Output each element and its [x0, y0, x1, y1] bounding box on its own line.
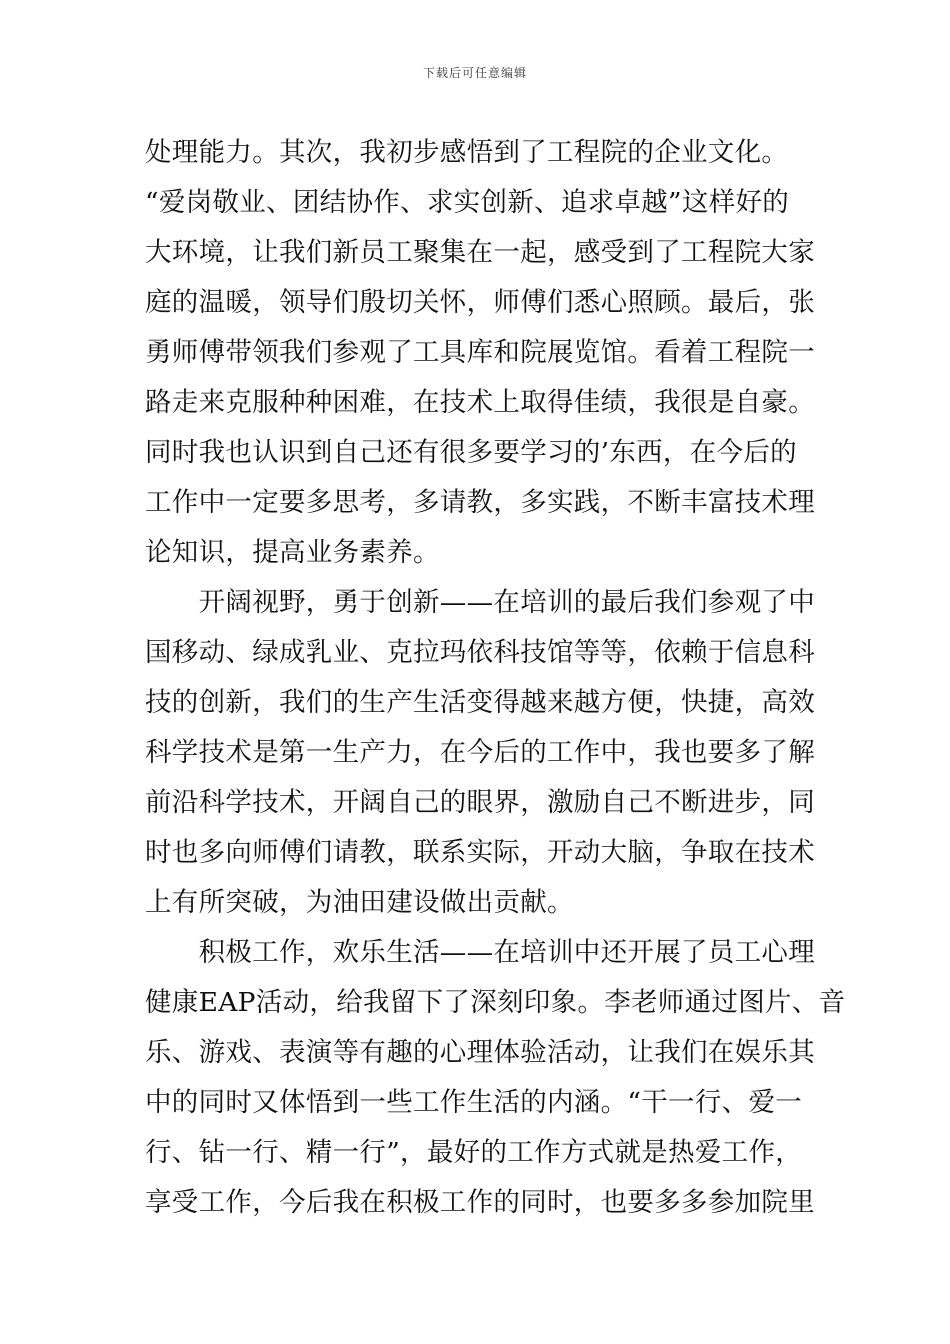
text-line: 健康EAP活动，给我留下了深刻印象。李老师通过图片、音 — [145, 987, 846, 1018]
text-line: 行、钻一行、精一行”，最好的工作方式就是热爱工作， — [145, 1137, 803, 1168]
text-line: 时也多向师傅们请教，联系实际，开动大脑，争取在技术 — [145, 837, 815, 868]
text-line: 前沿科学技术，开阔自己的眼界，激励自己不断进步，同 — [145, 787, 815, 818]
text-line: 工作中一定要多思考，多请教，多实践，不断丰富技术理 — [145, 487, 815, 518]
document-body — [145, 128, 846, 1228]
paragraph-start-line: 积极工作，欢乐生活——在培训中还开展了员工心理 — [145, 937, 815, 968]
text-line: “爱岗敬业、团结协作、求实创新、追求卓越”这样好的 — [145, 187, 790, 218]
text-line: 中的同时又体悟到一些工作生活的内涵。“干一行、爱一 — [145, 1087, 803, 1118]
text-line: 大环境，让我们新员工聚集在一起，感受到了工程院大家 — [145, 237, 815, 268]
text-line: 享受工作，今后我在积极工作的同时，也要多多参加院里 — [145, 1187, 815, 1218]
paragraph-start-line: 开阔视野，勇于创新——在培训的最后我们参观了中 — [145, 587, 815, 618]
text-line: 勇师傅带领我们参观了工具库和院展览馆。看着工程院一 — [145, 337, 815, 368]
text-line: 科学技术是第一生产力，在今后的工作中，我也要多了解 — [145, 737, 815, 768]
text-line: 处理能力。其次，我初步感悟到了工程院的企业文化。 — [145, 137, 789, 168]
text-line: 路走来克服种种困难，在技术上取得佳绩，我很是自豪。 — [145, 387, 815, 418]
text-line: 同时我也认识到自己还有很多要学习的’东西，在今后的 — [145, 437, 797, 468]
text-line: 技的创新，我们的生产生活变得越来越方便，快捷，高效 — [145, 687, 815, 718]
page-header-note: 下载后可任意编辑 — [422, 66, 527, 80]
text-line: 论知识，提高业务素养。 — [145, 537, 440, 568]
text-line: 国移动、绿成乳业、克拉玛依科技馆等等，依赖于信息科 — [145, 637, 815, 668]
text-line: 乐、游戏、表演等有趣的心理体验活动，让我们在娱乐其 — [145, 1037, 815, 1068]
text-line: 上有所突破，为油田建设做出贡献。 — [145, 887, 574, 918]
text-line: 庭的温暖，领导们殷切关怀，师傅们悉心照顾。最后，张 — [145, 287, 815, 318]
